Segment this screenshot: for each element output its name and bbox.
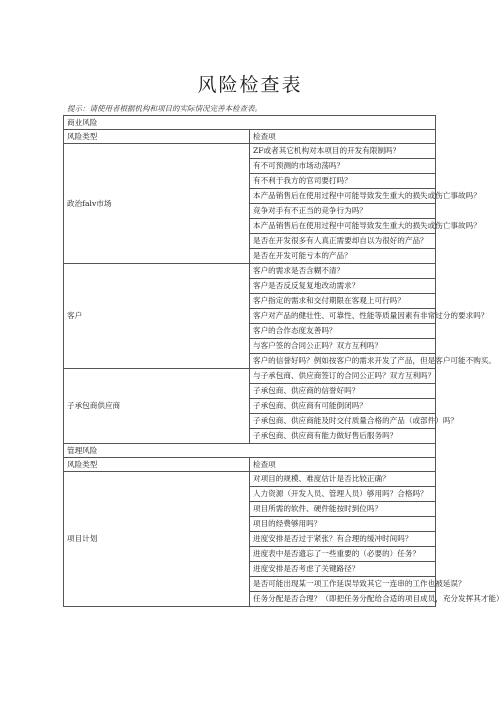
check-item: 任务分配是否合理？（即把任务分配给合适的项目成员，充分发挥其才能）	[250, 592, 436, 607]
risk-type-cell: 子承包商供应商	[64, 369, 250, 444]
check-item: 客户的合作态度友善吗？	[250, 324, 436, 339]
risk-checklist-table	[63, 115, 504, 607]
check-item: 子承包商、供应商有能力做好售后服务吗？	[250, 429, 436, 444]
check-item: 客户的信誉好吗？例如按客户的需求开发了产品，但是客户可能不购买。	[250, 354, 436, 369]
check-item: 客户对产品的健壮性、可靠性、性能等质量因素有非常过分的要求吗？	[250, 309, 436, 324]
check-item: 与子承包商、供应商签订的合同公正吗？双方互利吗？	[250, 369, 436, 384]
header-risk-type: 风险类型	[64, 458, 250, 472]
document-title: 风险检查表	[197, 74, 303, 96]
header-check-item: 检查项	[250, 458, 436, 472]
header-check-item: 检查项	[250, 130, 436, 144]
table-row	[64, 264, 436, 279]
check-item: 竞争对手有不正当的竞争行为吗？	[250, 204, 436, 219]
check-item: 子承包商、供应商能及时交付质量合格的产品（或部件）吗？	[250, 414, 436, 429]
check-item: 进度安排是否过于紧张？有合理的缓冲时间吗？	[250, 532, 436, 547]
section-title: 商业风险	[64, 116, 436, 130]
check-item: 客户指定的需求和交付期限在客观上可行吗？	[250, 294, 436, 309]
section-title: 管理风险	[64, 444, 436, 458]
section-row	[64, 116, 436, 130]
section-row	[64, 444, 436, 458]
check-item: 本产品销售后在使用过程中可能导致发生重大的损失或伤亡事故吗？	[250, 219, 436, 234]
check-item: 是否在开发很多有人真正需要却自以为很好的产品？	[250, 234, 436, 249]
check-item: 子承包商、供应商的信誉好吗？	[250, 384, 436, 399]
header-risk-type: 风险类型	[64, 130, 250, 144]
table-row	[64, 369, 436, 384]
check-item: 人力资源（开发人员、管理人员）够用吗？合格吗？	[250, 487, 436, 502]
table-row	[64, 472, 436, 487]
check-item: 客户是否反反复复地改动需求？	[250, 279, 436, 294]
check-item: 与客户签的合同公正吗？双方互利吗？	[250, 339, 436, 354]
check-item: 进度表中是否遗忘了一些重要的（必要的）任务？	[250, 547, 436, 562]
hint-text: 提示：请使用者根据机构和项目的实际情况完善本检查表。	[67, 104, 262, 113]
check-item: 有不可预测的市场动荡吗？	[250, 159, 436, 174]
check-item: 项目所需的软件、硬件能按时到位吗？	[250, 502, 436, 517]
check-item: 对项目的规模、难度估计是否比较正确？	[250, 472, 436, 487]
risk-type-cell: 项目计划	[64, 472, 250, 607]
check-item: 本产品销售后在使用过程中可能导致发生重大的损失或伤亡事故吗？	[250, 189, 436, 204]
table-row	[64, 144, 436, 159]
check-item: 客户的需求是否含糊不清？	[250, 264, 436, 279]
check-item: 项目的经费够用吗？	[250, 517, 436, 532]
check-item: 子承包商、供应商有可能倒闭吗？	[250, 399, 436, 414]
header-row	[64, 130, 436, 144]
check-item: 进度安排是否考虑了关键路径？	[250, 562, 436, 577]
header-row	[64, 458, 436, 472]
check-item: 是否可能出现某一项工作延误导致其它一连串的工作也被延误？	[250, 577, 436, 592]
check-item: 有不利于我方的官司要打吗？	[250, 174, 436, 189]
check-item: ZF或者其它机构对本项目的开发有限制吗？	[250, 144, 436, 159]
check-item: 是否在开发可能亏本的产品？	[250, 249, 436, 264]
risk-type-cell: 客户	[64, 264, 250, 369]
risk-type-cell: 政治falv市场	[64, 144, 250, 264]
